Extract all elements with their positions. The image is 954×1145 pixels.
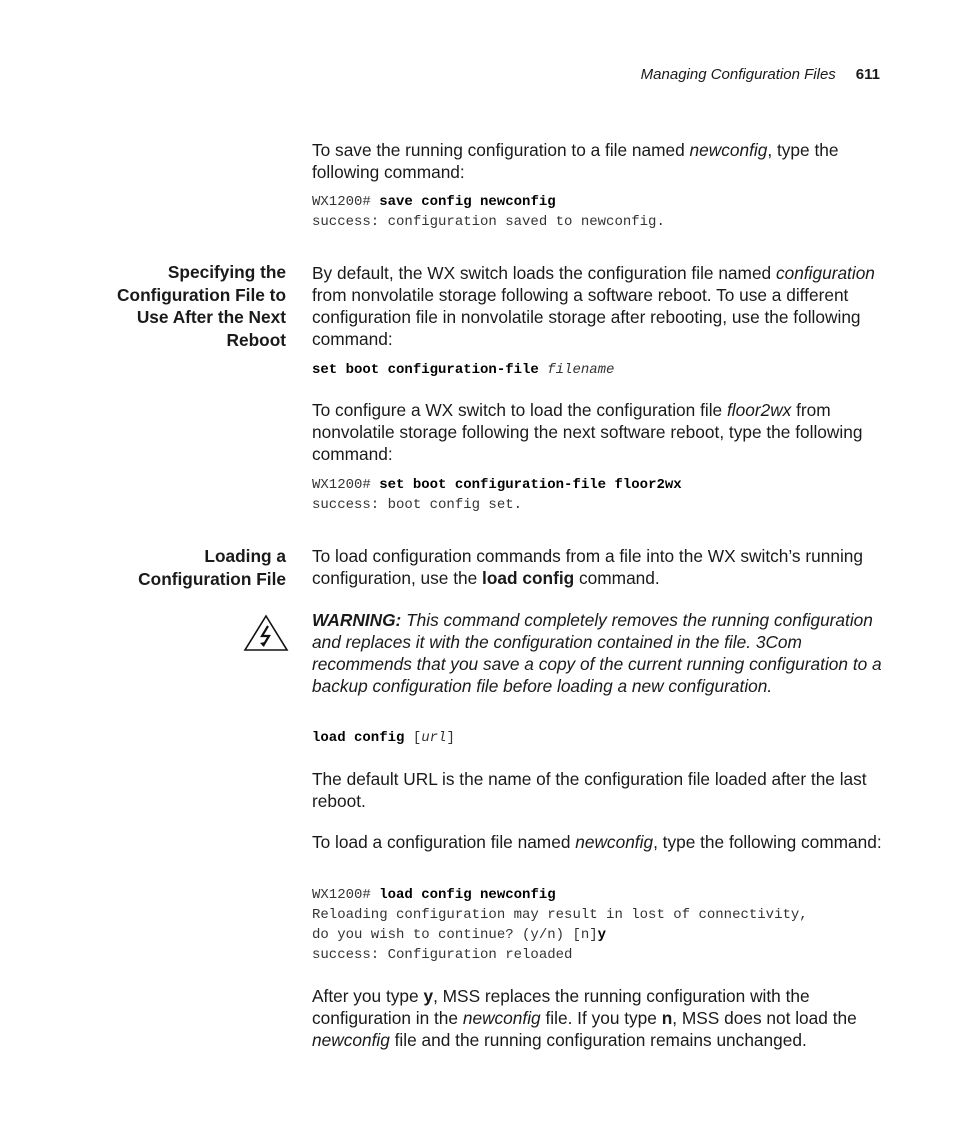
electrical-warning-icon <box>243 614 289 652</box>
running-header <box>641 66 880 83</box>
section-heading-load-config: Loading a Configuration File <box>138 546 286 589</box>
boot-paragraph-1: By default, the WX switch loads the configuration file named configuration from nonvolatile storage following a software reboot. To use a different configuration file in nonvolatile storage after rebooting, use the following command: <box>312 263 875 349</box>
code-save-config: WX1200# save config newconfig success: configuration saved to newconfig. <box>312 194 665 230</box>
page-number: 611 <box>855 66 880 83</box>
section-heading-boot-config: Specifying the Configuration File to Use After the Next Reboot <box>117 262 286 350</box>
code-syntax-set-boot: set boot configuration-file filename <box>312 362 615 378</box>
header-section-title: Managing Configuration Files <box>640 66 836 83</box>
warning-text: WARNING: This command completely removes the running configuration and replaces it with the configuration contained in the file. 3Com recommends that you save a copy of the current running configuration to a backup configuration file before loading a new configuration. <box>312 610 882 696</box>
code-syntax-load-config: load config [url] <box>312 730 455 746</box>
warning-label: WARNING: <box>312 610 402 630</box>
code-set-boot-example: WX1200# set boot configuration-file floor2wx success: boot config set. <box>312 477 682 513</box>
intro-paragraph: To save the running configuration to a file named newconfig, type the following command: <box>312 140 839 182</box>
code-load-config-example: WX1200# load config newconfig Reloading configuration may result in lost of connectivity, do you wish to continue? (y/n) [n]y success: Configuration reloaded <box>312 887 808 963</box>
boot-paragraph-2: To configure a WX switch to load the configuration file floor2wx from nonvolatile storage following the next software reboot, type the following command: <box>312 400 863 464</box>
load-paragraph-2: The default URL is the name of the configuration file loaded after the last reboot. <box>312 769 867 811</box>
load-paragraph-4: After you type y, MSS replaces the running configuration with the configuration in the newconfig file. If you type n, MSS does not load the newconfig file and the running configuration remains unchanged. <box>312 986 857 1050</box>
load-paragraph-1: To load configuration commands from a file into the WX switch’s running configuration, use the load config command. <box>312 546 864 588</box>
load-paragraph-3: To load a configuration file named newconfig, type the following command: <box>312 832 882 852</box>
